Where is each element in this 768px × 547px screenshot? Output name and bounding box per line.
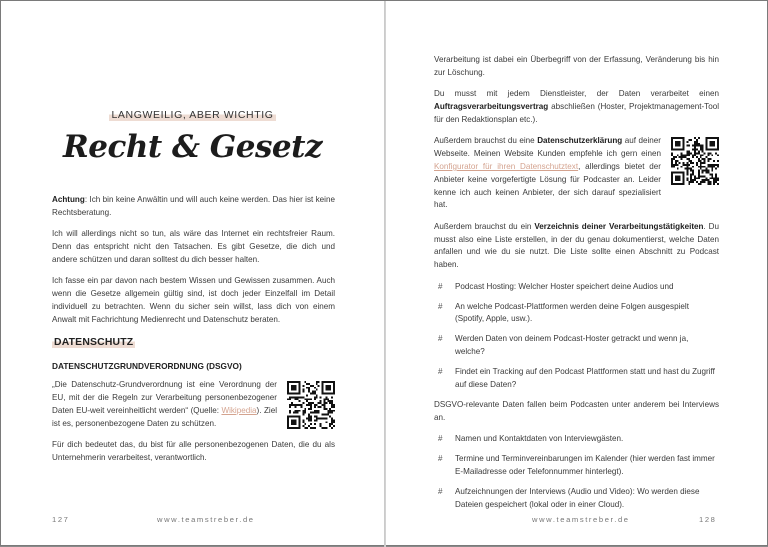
wikipedia-link[interactable]: Wikipedia [221, 405, 257, 415]
right-body [434, 54, 719, 519]
page-number: 127 [52, 515, 70, 524]
section-heading-datenschutz: DATENSCHUTZ [54, 336, 134, 348]
hash-bullet-icon: # [438, 487, 443, 497]
qr-code-icon[interactable] [287, 381, 335, 429]
list-item-text: Findet ein Tracking auf den Podcast Plattformen statt und hast du Zugriff auf diese Daten? [455, 367, 715, 390]
list-item [434, 366, 719, 392]
left-body [52, 194, 335, 473]
qr-code-icon[interactable] [671, 137, 719, 185]
list-item [434, 433, 719, 446]
paragraph: Verarbeitung ist dabei ein Überbegriff von der Erfassung, Veränderung bis hin zur Löschung. [434, 55, 719, 77]
hash-bullet-icon: # [438, 334, 443, 344]
list-item [434, 333, 719, 359]
hash-bullet-icon: # [438, 367, 443, 377]
footer-url: www.teamstreber.de [157, 515, 255, 524]
hash-bullet-icon: # [438, 454, 443, 464]
privacy-policy-paragraph: Außerdem brauchst du eine Datenschutzerklärung auf deiner Webseite. Meinen Website Kunden empfehle ich gern einen Konfigurator für ihren Datenschutztext, allerdings bietet der Anbieter keine vorgefertigte Lösung für Podcaster an. Leider kenne ich auch keinen Anbieter, der sich darauf spezialisiert hat. [434, 135, 719, 212]
list-item-text: Werden Daten von deinem Podcast-Hoster getrackt und wenn ja, welche? [455, 334, 689, 357]
list-item [434, 301, 719, 327]
paragraph: Außerdem brauchst du ein Verzeichnis deiner Verarbeitungstätigkeiten. Du musst also eine Liste erstellen, in der du genau dokumentierst, welche Daten anfallen und wie du sie nutzt. Die Liste sollte einen Abschnitt zu Podcast haben. [434, 221, 719, 270]
paragraph: Ich fasse ein par davon nach bestem Wissen und Gewissen zusammen. Auch wenn die Gesetze allgemein gültig sind, ist doch jeder Einzelfall im Detail individuell zu betrachten. Wenn du sicher sein willst, lass dich von einem Anwalt mit Fachrichtung Medienrecht und Datenschutz beraten. [52, 276, 335, 324]
list-item-text: Aufzeichnungen der Interviews (Audio und Video): Wo werden diese Dateien gespeichert (lokal oder in einer Cloud). [455, 487, 700, 509]
list-item-text: Namen und Kontaktdaten von Interviewgästen. [455, 434, 624, 444]
hash-bullet-icon: # [438, 281, 443, 291]
page-number: 128 [699, 515, 717, 524]
podcast-list [434, 281, 719, 392]
paragraph: DSGVO-relevante Daten fallen beim Podcasten unter anderem bei Interviews an. [434, 400, 719, 422]
list-item-text: Podcast Hosting: Welcher Hoster speichert deine Audios und [455, 281, 674, 291]
left-page [1, 1, 384, 547]
paragraph: Du musst mit jedem Dienstleister, der Daten verarbeitet einen Auftragsverarbeitungsvertrag abschließen (Hoster, Projektmanagement-Tool für den Redaktionsplan etc.). [434, 89, 719, 124]
page-title: Recht & Gesetz [62, 129, 323, 165]
list-item [434, 281, 719, 294]
disclaimer-paragraph: Achtung: Ich bin keine Anwältin und will auch keine werden. Das hier ist keine Rechtsberatung. [52, 195, 335, 217]
hash-bullet-icon: # [438, 434, 443, 444]
configurator-link[interactable]: Konfigurator für ihren Datenschutztext [434, 161, 579, 171]
subheading-dsgvo: DATENSCHUTZGRUNDVERORDNUNG (DSGVO) [52, 361, 242, 372]
hash-bullet-icon: # [438, 301, 443, 311]
list-item-text: An welche Podcast-Plattformen werden deine Folgen ausgespielt (Spotify, Apple, usw.). [455, 301, 689, 324]
interview-list [434, 433, 719, 511]
list-item-text: Termine und Terminvereinbarungen im Kalender (hier werden fast immer E-Mailadresse oder Telefonnummer hinterlegt). [455, 454, 715, 477]
paragraph: Für dich bedeutet das, du bist für alle personenbezogenen Daten, die du als Unternehmerin verarbeitest, verantwortlich. [52, 440, 335, 462]
paragraph: Ich will allerdings nicht so tun, als wäre das Internet ein rechtsfreier Raum. Denn das entspricht nicht den Tatsachen. Es gibt Gesetze, die dich und andere schützen und daran solltest du dich besser halten. [52, 229, 335, 264]
footer-url: www.teamstreber.de [532, 515, 630, 524]
list-item [434, 486, 719, 512]
chapter-eyebrow: LANGWEILIG, ABER WICHTIG [111, 109, 274, 121]
right-page [386, 1, 768, 547]
quote-paragraph: „Die Datenschutz-Grundverordnung ist eine Verordnung der EU, mit der die Regeln zur Verarbeitung personenbezogener Daten EU-weit vereinheitlicht werden“ (Quelle: Wikipedia). Ziel ist es, personenbezogene Daten zu schützen. [52, 379, 335, 430]
list-item [434, 453, 719, 479]
